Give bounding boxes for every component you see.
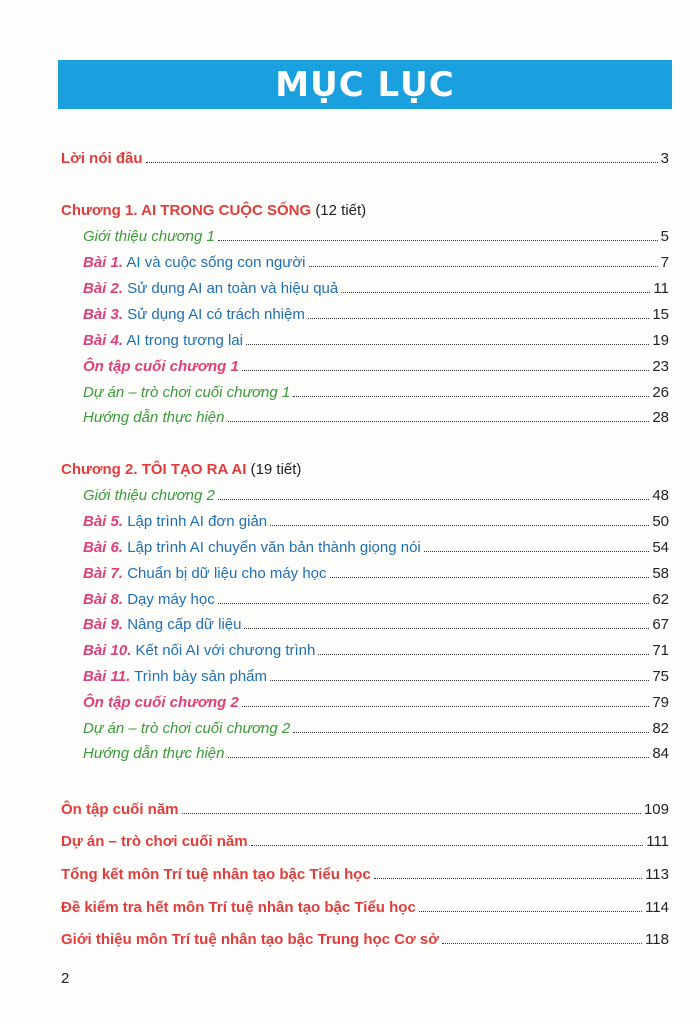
lesson-tag: Bài 8. bbox=[83, 591, 124, 608]
toc-entry-chapter-intro[interactable] bbox=[83, 226, 669, 248]
toc-entry-label: Hướng dẫn thực hiện bbox=[83, 409, 225, 426]
toc-entry-chapter-review[interactable] bbox=[83, 356, 669, 378]
chapter-heading-2[interactable] bbox=[61, 459, 301, 481]
dot-leader bbox=[218, 226, 658, 241]
toc-entry-lesson[interactable] bbox=[83, 666, 669, 688]
toc-entry-label: Ôn tập cuối chương 2 bbox=[83, 694, 239, 711]
toc-entry-lesson[interactable] bbox=[83, 537, 669, 559]
dot-leader bbox=[218, 485, 649, 500]
toc-entry-page: 28 bbox=[652, 409, 669, 426]
toc-entry-label: Lời nói đầu bbox=[61, 150, 143, 167]
toc-entry-chapter-intro[interactable] bbox=[83, 485, 669, 507]
chapter-hours: (19 tiết) bbox=[250, 461, 302, 478]
lesson-tag: Bài 1. bbox=[83, 254, 124, 271]
toc-entry-lesson[interactable] bbox=[83, 278, 669, 300]
toc-entry-lesson[interactable] bbox=[83, 563, 669, 585]
dot-leader bbox=[424, 537, 650, 552]
lesson-tag: Bài 7. bbox=[83, 565, 124, 582]
dot-leader bbox=[341, 278, 650, 293]
lesson-title: Kết nối AI với chương trình bbox=[135, 642, 316, 659]
lesson-tag: Bài 6. bbox=[83, 539, 124, 556]
dot-leader bbox=[246, 330, 649, 345]
toc-entry-label: Hướng dẫn thực hiện bbox=[83, 745, 225, 762]
dot-leader bbox=[330, 563, 650, 578]
toc-entry-page: 11 bbox=[653, 280, 669, 297]
toc-entry-page: 79 bbox=[652, 694, 669, 711]
toc-entry-page: 54 bbox=[652, 539, 669, 556]
lesson-tag: Bài 11. bbox=[83, 668, 131, 685]
chapter-title: Chương 1. AI TRONG CUỘC SỐNG bbox=[61, 202, 312, 219]
dot-leader bbox=[270, 666, 649, 681]
lesson-title: Sử dụng AI an toàn và hiệu quả bbox=[127, 280, 339, 297]
toc-entry-label: Giới thiệu môn Trí tuệ nhân tạo bậc Trung học Cơ sở bbox=[61, 931, 439, 948]
toc-entry-chapter-project[interactable] bbox=[83, 382, 669, 404]
toc-entry-page: 3 bbox=[660, 150, 669, 167]
toc-entry-chapter-review[interactable] bbox=[83, 692, 669, 714]
chapter-heading-1[interactable] bbox=[61, 200, 366, 222]
toc-entry-lesson[interactable] bbox=[83, 330, 669, 352]
dot-leader bbox=[293, 382, 649, 397]
toc-entry-lesson[interactable] bbox=[83, 614, 669, 636]
toc-entry-page: 62 bbox=[652, 591, 669, 608]
toc-entry-page: 19 bbox=[652, 332, 669, 349]
chapter-hours: (12 tiết) bbox=[315, 202, 367, 219]
toc-entry-label: Tổng kết môn Trí tuệ nhân tạo bậc Tiểu học bbox=[61, 866, 371, 883]
toc-entry-chapter-guide[interactable] bbox=[83, 407, 669, 429]
lesson-title: Lập trình AI chuyển văn bản thành giọng nói bbox=[127, 539, 421, 556]
lesson-title: Trình bày sản phẩm bbox=[134, 668, 268, 685]
lesson-tag: Bài 2. bbox=[83, 280, 124, 297]
toc-entry-page: 109 bbox=[643, 801, 669, 818]
toc-entry-label: Giới thiệu chương 1 bbox=[83, 228, 215, 245]
toc-entry-page: 111 bbox=[646, 833, 669, 850]
toc-entry-chapter-project[interactable] bbox=[83, 718, 669, 740]
dot-leader bbox=[293, 718, 649, 733]
dot-leader bbox=[242, 692, 650, 707]
dot-leader bbox=[419, 897, 642, 912]
lesson-tag: Bài 9. bbox=[83, 616, 124, 633]
toc-entry-label: Giới thiệu chương 2 bbox=[83, 487, 215, 504]
lesson-tag: Bài 3. bbox=[83, 306, 124, 323]
toc-entry-page: 114 bbox=[645, 899, 669, 916]
lesson-tag: Bài 4. bbox=[83, 332, 124, 349]
toc-entry-page: 50 bbox=[652, 513, 669, 530]
toc-entry-label: Ôn tập cuối chương 1 bbox=[83, 358, 239, 375]
lesson-tag: Bài 10. bbox=[83, 642, 132, 659]
lesson-title: Dạy máy học bbox=[127, 591, 215, 608]
page-title: MỤC LỤC bbox=[275, 64, 455, 105]
page-number: 2 bbox=[61, 970, 70, 987]
toc-entry-page: 71 bbox=[652, 642, 669, 659]
toc-entry-label: Dự án – trò chơi cuối chương 2 bbox=[83, 720, 291, 737]
toc-entry-lesson[interactable] bbox=[83, 304, 669, 326]
lesson-title: AI trong tương lai bbox=[126, 332, 243, 349]
lesson-title: Sử dụng AI có trách nhiệm bbox=[127, 306, 305, 323]
toc-entry-chapter-guide[interactable] bbox=[83, 743, 669, 765]
toc-entry-page: 113 bbox=[645, 866, 669, 883]
lesson-tag: Bài 5. bbox=[83, 513, 124, 530]
chapter-title: Chương 2. TÔI TẠO RA AI bbox=[61, 461, 247, 478]
toc-entry-lesson[interactable] bbox=[83, 511, 669, 533]
dot-leader bbox=[309, 252, 658, 267]
toc-entry-label: Dự án – trò chơi cuối năm bbox=[61, 833, 248, 850]
dot-leader bbox=[182, 799, 641, 814]
dot-leader bbox=[228, 407, 650, 422]
toc-entry-page: 5 bbox=[660, 228, 669, 245]
toc-entry-page: 118 bbox=[645, 931, 669, 948]
toc-entry-page: 84 bbox=[652, 745, 669, 762]
dot-leader bbox=[218, 589, 650, 604]
dot-leader bbox=[318, 640, 649, 655]
dot-leader bbox=[146, 148, 658, 163]
toc-entry-page: 67 bbox=[652, 616, 669, 633]
dot-leader bbox=[270, 511, 649, 526]
dot-leader bbox=[244, 614, 649, 629]
toc-entry-preface[interactable] bbox=[61, 148, 669, 170]
toc-entry-lesson[interactable] bbox=[83, 589, 669, 611]
toc-entry-final[interactable] bbox=[61, 897, 669, 919]
toc-entry-page: 7 bbox=[660, 254, 669, 271]
dot-leader bbox=[308, 304, 649, 319]
dot-leader bbox=[242, 356, 650, 371]
lesson-title: Lập trình AI đơn giản bbox=[127, 513, 268, 530]
lesson-title: AI và cuộc sống con người bbox=[126, 254, 306, 271]
toc-entry-page: 48 bbox=[652, 487, 669, 504]
toc-entry-page: 26 bbox=[652, 384, 669, 401]
lesson-title: Chuẩn bị dữ liệu cho máy học bbox=[127, 565, 327, 582]
dot-leader bbox=[374, 864, 642, 879]
dot-leader bbox=[228, 743, 650, 758]
toc-entry-lesson[interactable] bbox=[83, 640, 669, 662]
dot-leader bbox=[251, 831, 644, 846]
toc-entry-page: 58 bbox=[652, 565, 669, 582]
toc-entry-final[interactable] bbox=[61, 799, 669, 821]
dot-leader bbox=[442, 929, 642, 944]
lesson-title: Nâng cấp dữ liệu bbox=[127, 616, 242, 633]
toc-entry-lesson[interactable] bbox=[83, 252, 669, 274]
toc-entry-page: 75 bbox=[652, 668, 669, 685]
toc-entry-label: Dự án – trò chơi cuối chương 1 bbox=[83, 384, 291, 401]
toc-entry-final[interactable] bbox=[61, 864, 669, 886]
toc-entry-page: 15 bbox=[652, 306, 669, 323]
toc-entry-page: 82 bbox=[652, 720, 669, 737]
toc-entry-label: Đề kiểm tra hết môn Trí tuệ nhân tạo bậc Tiểu học bbox=[61, 899, 416, 916]
toc-entry-page: 23 bbox=[652, 358, 669, 375]
toc-entry-label: Ôn tập cuối năm bbox=[61, 801, 179, 818]
toc-entry-final[interactable] bbox=[61, 831, 669, 853]
toc-entry-final[interactable] bbox=[61, 929, 669, 951]
